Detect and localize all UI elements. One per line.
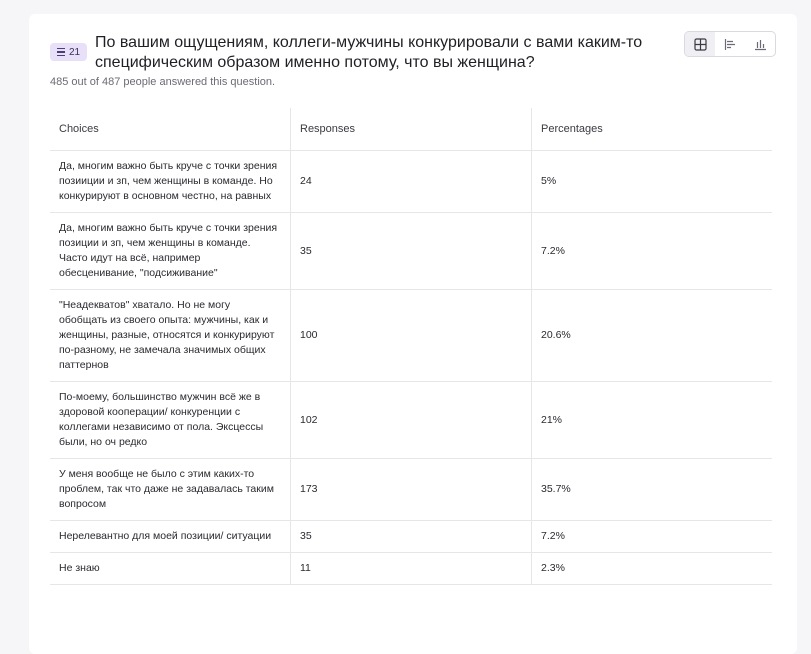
view-toggle: [684, 31, 776, 57]
percentage-cell: 21%: [532, 382, 773, 459]
choice-cell: Не знаю: [50, 553, 291, 585]
table-row: [50, 553, 772, 585]
choice-cell: Нерелевантно для моей позиции/ ситуации: [50, 521, 291, 553]
responses-cell: 35: [291, 213, 532, 290]
percentage-cell: 7.2%: [532, 213, 773, 290]
header-choices: Choices: [50, 108, 291, 151]
percentage-cell: 20.6%: [532, 290, 773, 382]
percentage-cell: 35.7%: [532, 459, 773, 521]
responses-cell: 35: [291, 521, 532, 553]
percentage-cell: 2.3%: [532, 553, 773, 585]
responses-cell: 173: [291, 459, 532, 521]
question-header: [50, 23, 776, 69]
percentage-cell: 7.2%: [532, 521, 773, 553]
responses-cell: 11: [291, 553, 532, 585]
question-number-badge: [50, 43, 87, 61]
table-icon: [694, 38, 707, 51]
choice-cell: Да, многим важно быть круче с точки зрения позииции и зп, чем женщины в команде. Но конкурируют в основном честно, на равных: [50, 151, 291, 213]
list-icon: [57, 48, 65, 57]
responses-cell: 100: [291, 290, 532, 382]
question-number: 21: [68, 46, 81, 58]
choice-cell: Да, многим важно быть круче с точки зрения позиции и зп, чем женщины в команде. Часто идут на всё, например обесценивание, "подсиживание": [50, 213, 291, 290]
table-row: [50, 382, 772, 459]
header-responses: Responses: [291, 108, 532, 151]
responses-cell: 24: [291, 151, 532, 213]
header-percentages: Percentages: [532, 108, 773, 151]
table-row: [50, 459, 772, 521]
horizontal-bar-view-button[interactable]: [715, 32, 745, 56]
response-count: 485 out of 487 people answered this question.: [50, 76, 276, 88]
table-row: [50, 290, 772, 382]
table-row: [50, 213, 772, 290]
choice-cell: По-моему, большинство мужчин всё же в здоровой кооперации/ конкуренции с коллегами независимо от пола. Эксцессы были, но оч редко: [50, 382, 291, 459]
bar-chart-horizontal-icon: [724, 38, 737, 51]
vertical-bar-view-button[interactable]: [745, 32, 775, 56]
bar-chart-vertical-icon: [754, 38, 767, 51]
table-row: [50, 521, 772, 553]
table-header-row: [50, 108, 772, 151]
table-view-button[interactable]: [685, 32, 715, 56]
question-title: По вашим ощущениям, коллеги-мужчины конкурировали с вами каким-то специфическим образом именно потому, что вы женщина?: [95, 34, 643, 71]
results-table: [50, 108, 772, 585]
percentage-cell: 5%: [532, 151, 773, 213]
question-card: [29, 14, 797, 654]
choice-cell: "Неадекватов" хватало. Но не могу обобщать из своего опыта: мужчины, как и женщины, разные, относятся и конкурируют по-разному, не замечала значимых общих паттернов: [50, 290, 291, 382]
table-row: [50, 151, 772, 213]
choice-cell: У меня вообще не было с этим каких-то проблем, так что даже не задавалась таким вопросом: [50, 459, 291, 521]
responses-cell: 102: [291, 382, 532, 459]
